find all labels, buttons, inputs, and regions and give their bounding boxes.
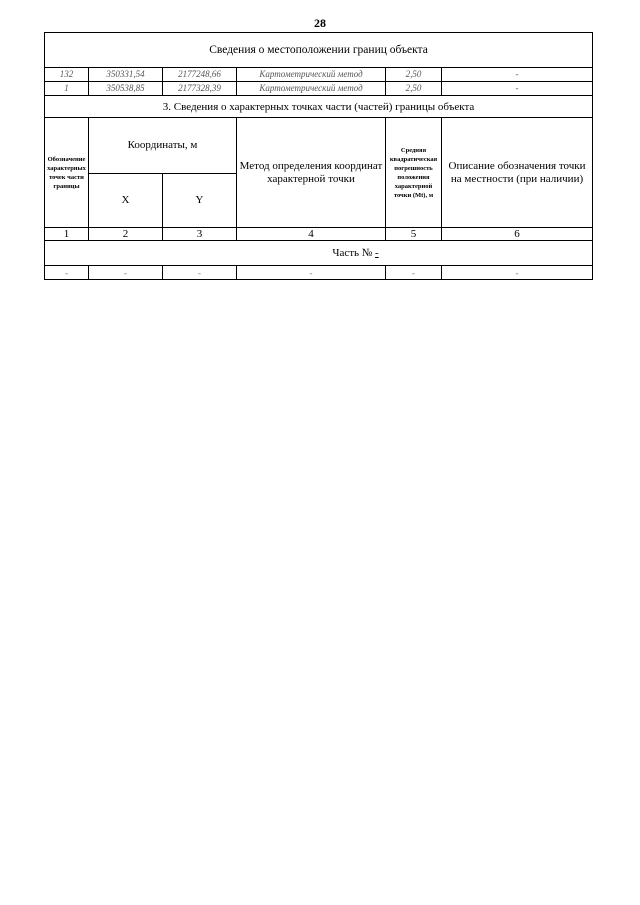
- header-coordinates: Координаты, м: [89, 118, 237, 174]
- header-y: Y: [163, 174, 237, 228]
- column-number: 5: [386, 228, 442, 241]
- part-label: Часть №: [332, 247, 376, 259]
- column-number: 6: [442, 228, 593, 241]
- part-label-cell: [45, 241, 593, 266]
- accuracy-cell: 2,50: [386, 68, 442, 82]
- x-cell: 350331,54: [89, 68, 163, 82]
- method-cell: Картометрический метод: [237, 68, 386, 82]
- empty-cell: -: [237, 266, 386, 280]
- table-row: [45, 68, 593, 82]
- part-number: -: [375, 247, 379, 259]
- header-point-designation: Обозначение характерных точек части границы: [45, 118, 89, 228]
- column-number-row: [45, 228, 593, 241]
- section-title: Сведения о местоположении границ объекта: [45, 33, 593, 68]
- header-description: Описание обозначения точки на местности (при наличии): [442, 118, 593, 228]
- point-cell: 132: [45, 68, 89, 82]
- header-x: X: [89, 174, 163, 228]
- y-cell: 2177248,66: [163, 68, 237, 82]
- empty-cell: -: [386, 266, 442, 280]
- table-row: [45, 82, 593, 96]
- column-number: 3: [163, 228, 237, 241]
- empty-cell: -: [442, 266, 593, 280]
- description-cell: -: [442, 68, 593, 82]
- y-cell: 2177328,39: [163, 82, 237, 96]
- column-number: 4: [237, 228, 386, 241]
- page-number: 28: [314, 16, 326, 30]
- method-cell: Картометрический метод: [237, 82, 386, 96]
- point-cell: 1: [45, 82, 89, 96]
- header-method: Метод определения координат характерной точки: [237, 118, 386, 228]
- table-row: [45, 266, 593, 280]
- empty-cell: -: [163, 266, 237, 280]
- empty-cell: -: [45, 266, 89, 280]
- column-number: 1: [45, 228, 89, 241]
- section3-title: 3. Сведения о характерных точках части (частей) границы объекта: [45, 96, 593, 118]
- description-cell: -: [442, 82, 593, 96]
- accuracy-cell: 2,50: [386, 82, 442, 96]
- x-cell: 350538,85: [89, 82, 163, 96]
- empty-cell: -: [89, 266, 163, 280]
- boundary-table: [44, 32, 593, 280]
- column-number: 2: [89, 228, 163, 241]
- header-accuracy: Средняя квадратическая погрешность положения характерной точки (Mt), м: [386, 118, 442, 228]
